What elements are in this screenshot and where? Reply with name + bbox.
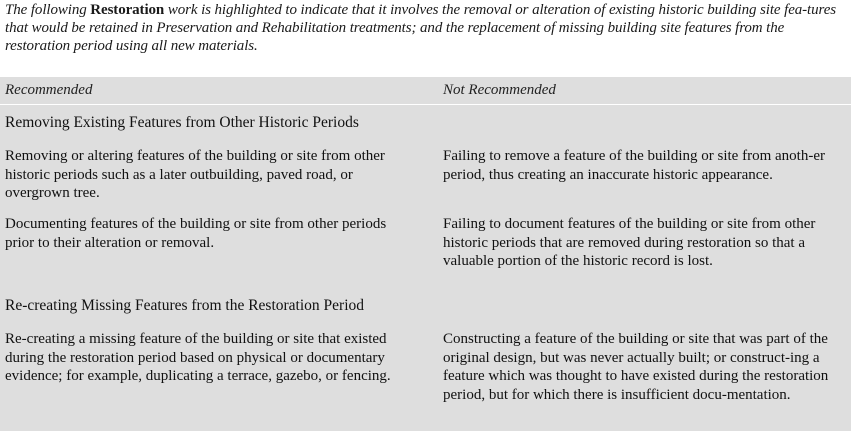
- header-not-recommended: Not Recommended: [443, 82, 556, 98]
- not-recommended-cell: Failing to document features of the building or site from other historic periods that are removed during restoration so that a valuable portion of the historic record is lost.: [443, 216, 816, 269]
- section-title: Re-creating Missing Features from the Restoration Period: [5, 297, 365, 314]
- section-title: Removing Existing Features from Other Historic Periods: [5, 114, 359, 131]
- not-recommended-cell: Constructing a feature of the building or site that was part of the original design, but was never actually built; or construct-ing a feature which was thought to have existed during the restoration period, but for which there is insufficient docu-mentation.: [443, 331, 829, 403]
- intro-paragraph: [5, 1, 843, 55]
- recommended-cell: Removing or altering features of the building or site from other historic periods such as a later outbuilding, paved road, or overgrown tree.: [5, 148, 385, 201]
- recommended-cell: Re-creating a missing feature of the building or site that existed during the restoration period based on physical or documentary evidence; for example, duplicating a terrace, gazebo, or fencing.: [5, 331, 391, 384]
- intro-suffix: work is highlighted to indicate that it involves the removal or alteration of existing historic building site fea-tures that would be retained in Preservation and Rehabilitation treatments; and the replacement of missing building site features from the restoration period using all new materials.: [5, 2, 836, 54]
- recommended-cell: Documenting features of the building or site from other periods prior to their alteration or removal.: [5, 216, 387, 251]
- intro-term: Restoration: [90, 2, 165, 18]
- header-recommended: Recommended: [5, 82, 93, 98]
- guidelines-table: [0, 77, 851, 431]
- intro-prefix: The following: [5, 2, 87, 18]
- header-divider: [0, 104, 851, 105]
- not-recommended-cell: Failing to remove a feature of the building or site from anoth-er period, thus creating an inaccurate historic appearance.: [443, 148, 825, 183]
